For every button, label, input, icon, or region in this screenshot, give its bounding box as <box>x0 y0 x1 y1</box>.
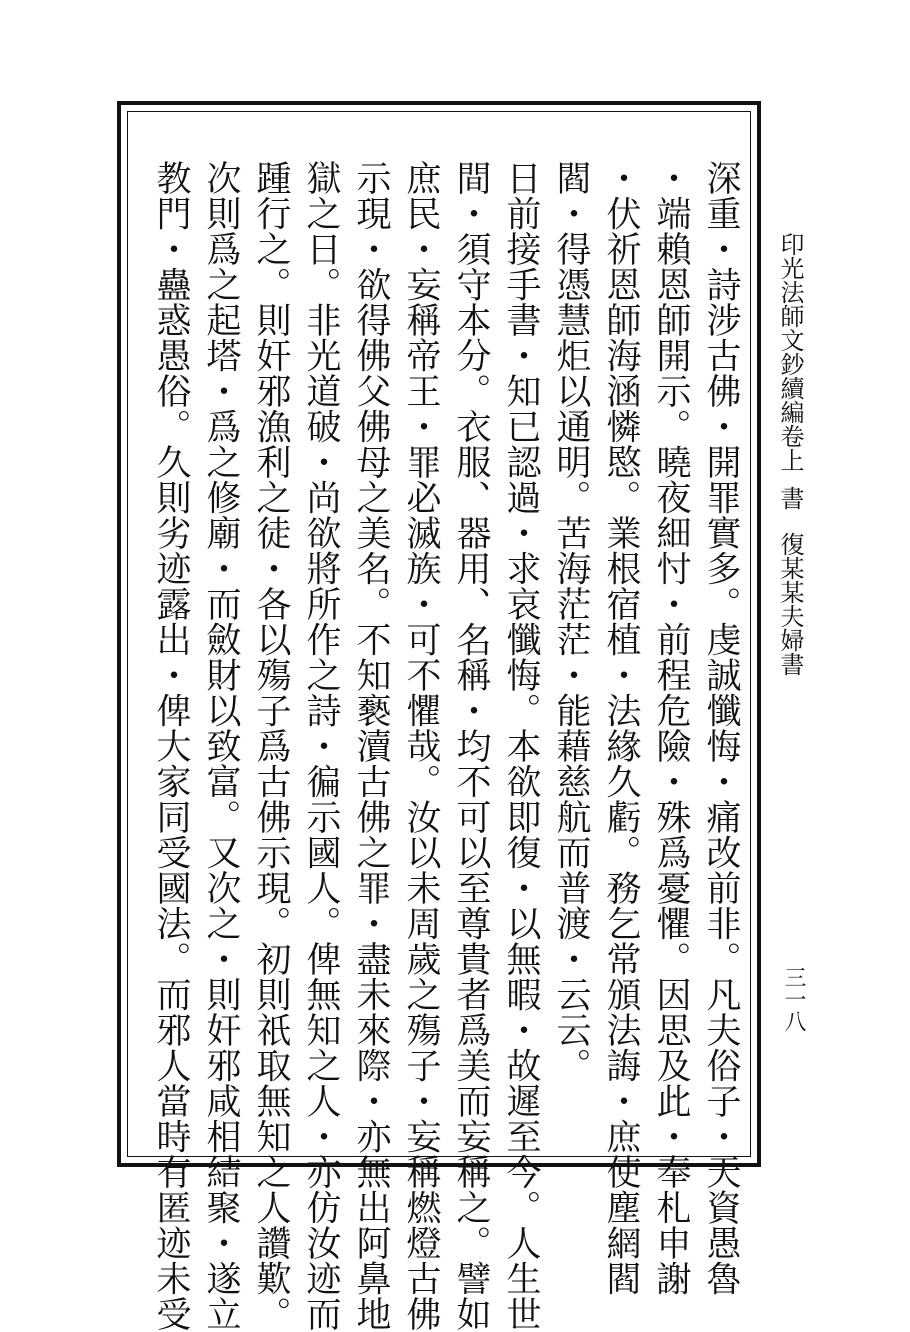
text-column-8: 示現・欲得佛父佛母之美名。不知褻瀆古佛之罪・盡未來際・亦無出阿鼻地 <box>351 160 391 1332</box>
text-column-9: 獄之日。非光道破・尚欲將所作之詩・徧示國人。俾無知之人・亦仿汝迹而 <box>301 160 341 1332</box>
section-label: 書 <box>776 486 804 510</box>
text-column-12: 教門・蠱惑愚俗。久則劣迹露出・俾大家同受國法。而邪人當時有匿迹未受 <box>151 160 191 1332</box>
page-number: 三一八 <box>781 966 806 1032</box>
text-column-5: 日前接手書・知已認過・求哀懺悔。本欲即復・以無暇・故遲至今。人生世 <box>501 160 541 1332</box>
book-title: 印光法師文鈔續編卷上 <box>776 232 804 472</box>
text-column-1: 深重・詩涉古佛・開罪實多。虔誠懺悔・痛改前非。凡夫俗子・天資愚魯 <box>701 160 741 1296</box>
text-column-4: 閻・得憑慧炬以通明。苦海茫茫・能藉慈航而普渡・云云。 <box>551 160 591 1083</box>
running-header <box>778 232 802 676</box>
letter-title: 復某某夫婦書 <box>776 532 804 676</box>
text-column-2: ・端賴恩師開示。曉夜細忖・前程危險・殊爲憂懼。因思及此・奉札申謝 <box>651 160 691 1296</box>
text-column-7: 庶民・妄稱帝王・罪必滅族・可不懼哉。汝以未周歲之殤子・妄稱燃燈古佛 <box>401 160 441 1332</box>
text-column-3: ・伏祈恩師海涵憐愍。業根宿植・法緣久虧。務乞常頒法誨・庶使塵網閻 <box>601 160 641 1296</box>
text-column-10: 踵行之。則奸邪漁利之徒・各以殤子爲古佛示現。初則祇取無知之人讚歎。 <box>251 160 291 1332</box>
text-column-6: 間・須守本分。衣服、器用、名稱・均不可以至尊貴者爲美而妄稱之。譬如 <box>451 160 491 1332</box>
text-column-11: 次則爲之起塔・爲之修廟・而斂財以致富。又次之・則奸邪咸相結聚・遂立 <box>201 160 241 1332</box>
